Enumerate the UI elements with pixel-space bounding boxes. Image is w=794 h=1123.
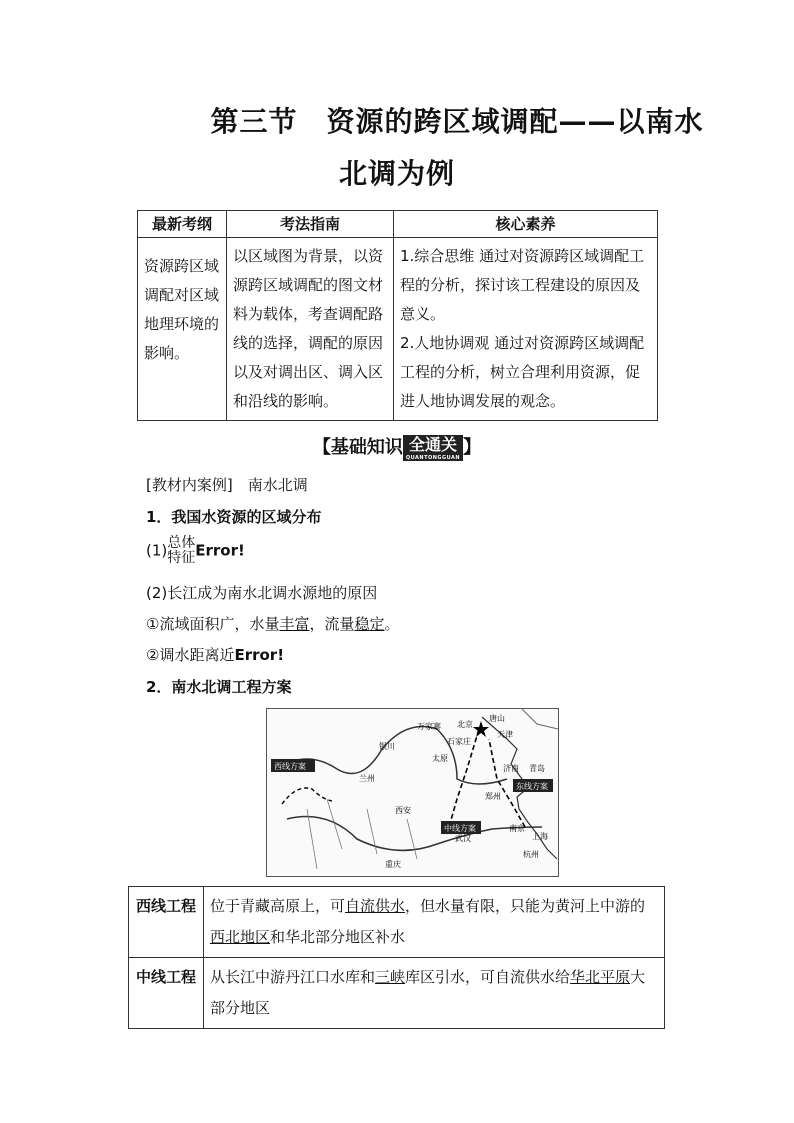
page-title-line2: 北调为例 <box>338 157 455 190</box>
syllabus-cell: 资源跨区域调配对区域地理环境的影响。 <box>138 238 227 421</box>
text-span: 和华北部分地区补水 <box>270 928 406 946</box>
map-label: 天津 <box>497 730 513 739</box>
south-north-water-map <box>266 708 559 877</box>
point-3-b: ，流量 <box>309 615 355 633</box>
map-label: 上海 <box>532 832 548 841</box>
point-1-bottom: 特征 <box>167 550 196 566</box>
method-cell: 以区域图为背景，以资源跨区域调配的图文材料为载体，考查调配路线的选择，调配的原因以及对调出区、调入区和沿线的影响。 <box>227 238 394 421</box>
point-3-a: ①流域面积广，水量 <box>146 615 280 633</box>
literacy-cell <box>394 238 658 421</box>
answer-abundant: 丰富 <box>279 615 310 633</box>
text-span: 大部分地区 <box>210 968 646 1017</box>
point-3-c: 。 <box>384 615 400 633</box>
point-4-a: ②调水距离近 <box>146 646 235 664</box>
map-label: 兰州 <box>359 774 375 783</box>
answer-three-gorges: 三峡 <box>375 968 406 986</box>
point-2: (2)长江成为南水北调水源地的原因 <box>146 584 378 602</box>
point-1-stack <box>167 536 195 566</box>
map-label: 银川 <box>379 742 395 751</box>
text-span: ，但水量有限，只能为黄河上中游的 <box>405 897 646 915</box>
answer-stable: 稳定 <box>354 615 385 633</box>
map-label: 石家庄 <box>447 737 471 746</box>
east-route-label: 东线方案 <box>516 782 548 791</box>
map-label: 郑州 <box>485 792 501 801</box>
west-route-label: 西线方案 <box>274 762 306 771</box>
section-heading-right: 】 <box>463 437 482 458</box>
project-table <box>128 886 665 1029</box>
map-label: 太原 <box>432 754 448 763</box>
point-1-num: (1) <box>146 541 168 560</box>
page-title-line1: 第三节 资源的跨区域调配——以南水 <box>210 105 704 138</box>
table-header: 核心素养 <box>394 211 658 238</box>
map-label: 北京 <box>457 720 473 729</box>
error-text: Error! <box>195 541 245 560</box>
row-content-middle <box>204 958 665 1029</box>
literacy-item: 2.人地协调观 通过对资源跨区域调配工程的分析，树立合理利用资源，促进人地协调发展的观念。 <box>400 334 645 410</box>
map-label: 万家寨 <box>417 722 441 731</box>
error-text: Error! <box>234 646 285 664</box>
answer-self-flow: 自流供水 <box>345 897 406 915</box>
section-heading <box>0 433 794 461</box>
point-1-top: 总体 <box>167 535 196 551</box>
answer-north-china-plain: 华北平原 <box>570 968 631 986</box>
case-label: [教材内案例] 南水北调 <box>146 476 308 494</box>
map-label: 济南 <box>503 764 519 773</box>
map-label: 武汉 <box>455 834 471 843</box>
map-label: 青岛 <box>529 764 545 773</box>
row-content-west <box>204 887 665 958</box>
row-header-west: 西线工程 <box>129 887 204 958</box>
map-label: 西安 <box>395 806 411 815</box>
table-header: 考法指南 <box>227 211 394 238</box>
point-3 <box>146 613 400 634</box>
map-label: 重庆 <box>385 860 401 869</box>
heading-2: 2．南水北调工程方案 <box>146 678 292 696</box>
map-label: 南京 <box>509 824 525 833</box>
exam-guide-table <box>137 210 658 421</box>
point-4 <box>146 644 284 665</box>
point-1 <box>146 536 245 566</box>
badge-small: QUANTONGGUAN <box>405 455 461 461</box>
map-label: 杭州 <box>523 850 539 859</box>
text-span: 从长江中游丹江口水库和 <box>210 968 376 986</box>
table-header: 最新考纲 <box>138 211 227 238</box>
row-header-middle: 中线工程 <box>129 958 204 1029</box>
literacy-item: 1.综合思维 通过对资源跨区域调配工程的分析，探讨该工程建设的原因及意义。 <box>400 247 645 323</box>
text-span: 位于青藏高原上，可 <box>210 897 346 915</box>
heading-1: 1．我国水资源的区域分布 <box>146 508 322 526</box>
section-heading-left: 【基础知识 <box>312 437 403 458</box>
text-span: 库区引水，可自流供水给 <box>405 968 571 986</box>
map-label: 唐山 <box>489 714 505 723</box>
section-badge <box>403 435 463 461</box>
badge-text: 全通关 <box>408 435 457 454</box>
middle-route-label: 中线方案 <box>444 824 476 833</box>
answer-northwest: 西北地区 <box>210 928 271 946</box>
